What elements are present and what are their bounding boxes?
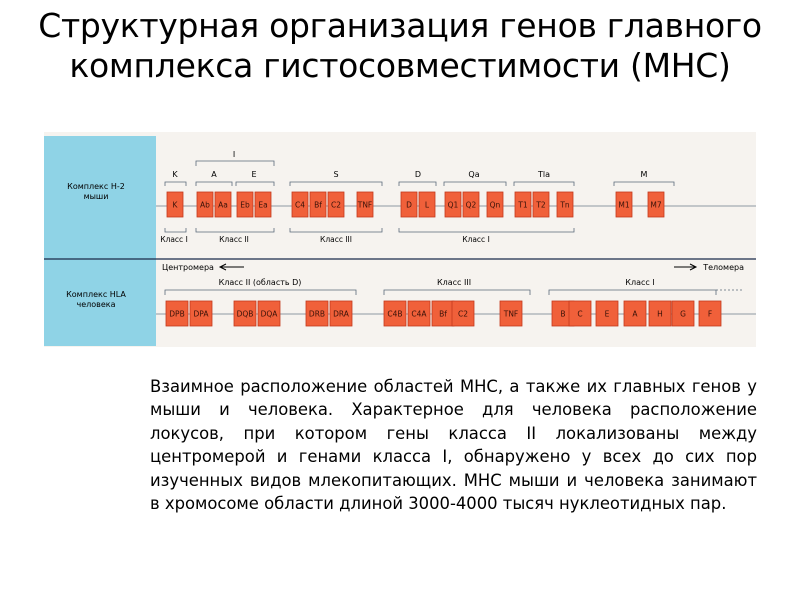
mouse-class-brackets [165, 228, 574, 232]
mouse-complex-label-1: Комплекс H-2 [67, 182, 125, 191]
human-complex-label-2: человека [76, 300, 116, 309]
centromere-label: Центромера [162, 263, 214, 272]
mouse-class-label-4: Класс I [462, 235, 490, 244]
species-panel [44, 136, 156, 346]
human-gene-label-TNF: TNF [503, 309, 519, 319]
mouse-gene-label-Q2: Q2 [465, 200, 477, 210]
human-gene-label-B: B [560, 309, 566, 319]
title-line-1: Структурная организация генов главного [38, 6, 762, 45]
mouse-gene-label-D: D [406, 200, 412, 210]
region-label-E: E [251, 170, 257, 179]
mouse-gene-label-M1: M1 [618, 200, 630, 210]
human-gene-label-G: G [680, 309, 686, 319]
region-label-I: I [232, 150, 236, 159]
mouse-gene-label-Eb: Eb [240, 200, 250, 210]
mouse-gene-label-M7: M7 [650, 200, 662, 210]
region-label-K: K [172, 170, 178, 179]
human-gene-label-E: E [604, 309, 610, 319]
region-label-Qa: Qa [468, 170, 480, 179]
mouse-gene-label-Aa: Aa [218, 200, 228, 210]
mouse-gene-label-TNF: TNF [357, 200, 373, 210]
human-gene-label-C: C [577, 309, 583, 319]
human-gene-label-H: H [657, 309, 663, 319]
human-gene-label-A: A [632, 309, 638, 319]
human-complex-label-1: Комплекс HLA [66, 290, 126, 299]
human-gene-label-DRB: DRB [308, 309, 326, 319]
human-class-label-1: Класс II (область D) [218, 278, 302, 287]
human-gene-label-DQB: DQB [236, 309, 254, 319]
page-title [0, 6, 800, 86]
region-label-D: D [414, 170, 422, 179]
region-label-A: A [211, 170, 217, 179]
mhc-gene-map-figure [44, 132, 756, 347]
mouse-class-label-2: Класс II [219, 235, 249, 244]
title-line-2: комплекса гистосовместимости (МНС) [69, 46, 731, 85]
human-gene-label-C4A: C4A [411, 309, 427, 319]
mouse-complex-label-2: мыши [83, 192, 109, 201]
mouse-class-label-3: Класс III [320, 235, 352, 244]
mouse-gene-label-K: K [172, 200, 178, 210]
mouse-gene-label-Bf: Bf [314, 200, 322, 210]
human-gene-label-Bf: Bf [439, 309, 447, 319]
region-label-M: M [640, 170, 648, 179]
region-label-Tla: Tla [537, 170, 551, 179]
human-gene-label-DPA: DPA [193, 309, 209, 319]
mouse-class-label-1: Класс I [160, 235, 188, 244]
human-gene-label-DRA: DRA [333, 309, 349, 319]
mouse-gene-label-C4: C4 [294, 200, 306, 210]
telomere-label: Теломера [703, 263, 744, 272]
human-gene-label-F: F [707, 309, 713, 319]
human-class-label-2: Класс III [436, 278, 472, 287]
figure-caption: Взаимное расположение областей МНС, а также их главных генов у мыши и человека. Характерное для человека расположение локусов, при котором гены класса II локализованы между центромерой и генами класса I, обнаружено у всех до сих пор изученных видов млекопитающих. МНС мыши и человека занимают в хромосоме области длиной 3000-4000 тысяч нуклеотидных пар. [150, 377, 757, 514]
mouse-gene-label-T2: T2 [536, 200, 546, 210]
mouse-gene-label-L: L [424, 200, 430, 210]
mouse-gene-label-T1: T1 [518, 200, 528, 210]
region-label-S: S [333, 170, 339, 179]
centromere-arrow [220, 264, 244, 270]
human-gene-label-C4B: C4B [387, 309, 403, 319]
telomere-arrow [674, 264, 696, 270]
mouse-gene-label-Tn: Tn [560, 200, 570, 210]
human-class-brackets [165, 290, 744, 295]
mouse-gene-label-Q1: Q1 [447, 200, 459, 210]
mouse-gene-label-Ab: Ab [200, 200, 210, 210]
mouse-gene-label-Ea: Ea [258, 200, 268, 210]
mouse-gene-label-Qn: Qn [489, 200, 501, 210]
human-gene-label-C2: C2 [457, 309, 469, 319]
human-gene-label-DPB: DPB [169, 309, 185, 319]
human-gene-label-DQA: DQA [260, 309, 278, 319]
gene-map-svg [44, 132, 756, 347]
mouse-gene-label-C2: C2 [330, 200, 342, 210]
human-class-label-3: Класс I [625, 278, 655, 287]
